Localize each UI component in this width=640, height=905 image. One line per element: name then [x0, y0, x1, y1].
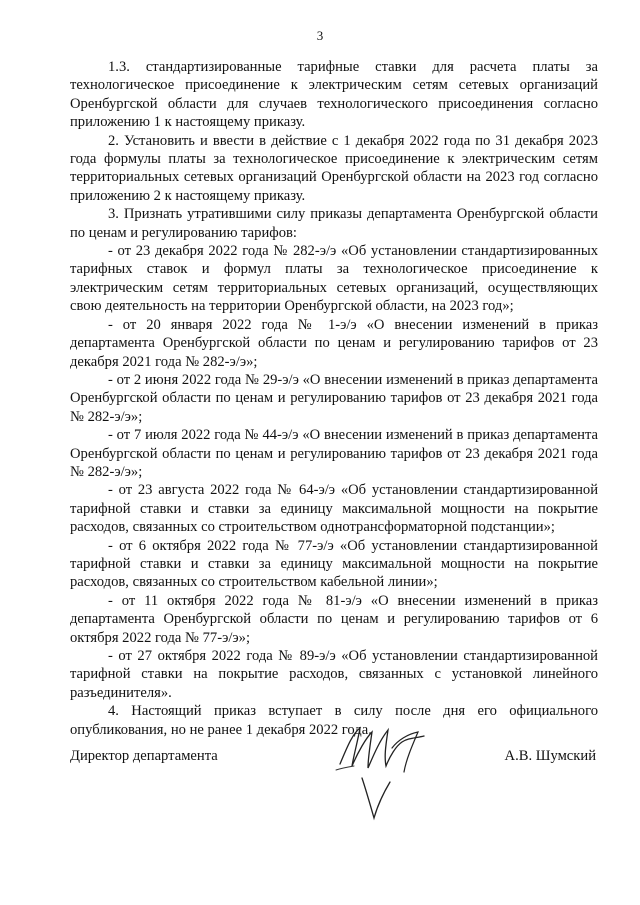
list-item-order-44: - от 7 июля 2022 года № 44-э/э «О внесении изменений в приказ департамента Оренбургской области по ценам и регулированию тарифов от 23 декабря 2021 года № 282-э/э»; — [70, 427, 598, 480]
list-item-order-64: - от 23 августа 2022 года № 64-э/э «Об установлении стандартизированной тарифной ставки и ставки за единицу максимальной мощности на покрытие расходов, связанных со строительством однотрансформаторной подстанции»; — [70, 482, 598, 536]
paragraph-2: 2. Установить и ввести в действие с 1 декабря 2022 года по 31 декабря 2023 года формулы платы за технологическое присоединение к электрическим сетям территориальных сетевых организаций Оренбургской области на 2023 год согласно приложению 2 к настоящему приказу. — [70, 132, 598, 204]
list-item-order-81: - от 11 октября 2022 года № 81-э/э «О внесении изменений в приказ департамента Оренбургской области по ценам и регулированию тарифов от 6 октября 2022 года № 77-э/э»; — [70, 592, 598, 646]
list-item-order-1: - от 20 января 2022 года № 1-э/э «О внесении изменений в приказ департамента Оренбургской области по ценам и регулированию тарифов от 23 декабря 2021 года № 282-э/э»; — [70, 316, 598, 370]
list-item-order-29: - от 2 июня 2022 года № 29-э/э «О внесении изменений в приказ департамента Оренбургской области по ценам и регулированию тарифов от 23 декабря 2021 года № 282-э/э»; — [70, 371, 598, 425]
list-item-order-282: - от 23 декабря 2022 года № 282-э/э «Об установлении стандартизированных тарифных ставок и формул платы за технологическое присоединение к электрическим сетям территориальных сетевых организаций, осуществляющих свою деятельность на территории Оренбургской области, на 2023 год»; — [70, 243, 598, 315]
paragraph-3: 3. Признать утратившими силу приказы департамента Оренбургской области по ценам и регулированию тарифов: — [70, 206, 598, 241]
handwritten-signature — [332, 720, 442, 830]
signatory-position: Директор департамента — [70, 748, 218, 764]
document-body — [70, 58, 598, 739]
page-number: 3 — [316, 28, 324, 43]
signature-block — [70, 748, 598, 868]
list-item-order-89: - от 27 октября 2022 года № 89-э/э «Об установлении стандартизированной тарифной ставки на покрытие расходов, связанных с установкой линейного разъединителя». — [70, 648, 598, 701]
paragraph-1-3: 1.3. стандартизированные тарифные ставки для расчета платы за технологическое присоединение к электрическим сетям сетевых организаций Оренбургской области для случаев технологического присоединения согласно приложению 1 к настоящему приказу. — [70, 59, 598, 131]
list-item-order-77: - от 6 октября 2022 года № 77-э/э «Об установлении стандартизированной тарифной ставки и ставки за единицу максимальной мощности на покрытие расходов, связанных со строительством кабельной линии»; — [70, 537, 598, 591]
paragraph-4: 4. Настоящий приказ вступает в силу после дня его официального опубликования, но не ранее 1 декабря 2022 года. — [70, 703, 598, 738]
signatory-name: А.В. Шумский — [504, 748, 596, 764]
